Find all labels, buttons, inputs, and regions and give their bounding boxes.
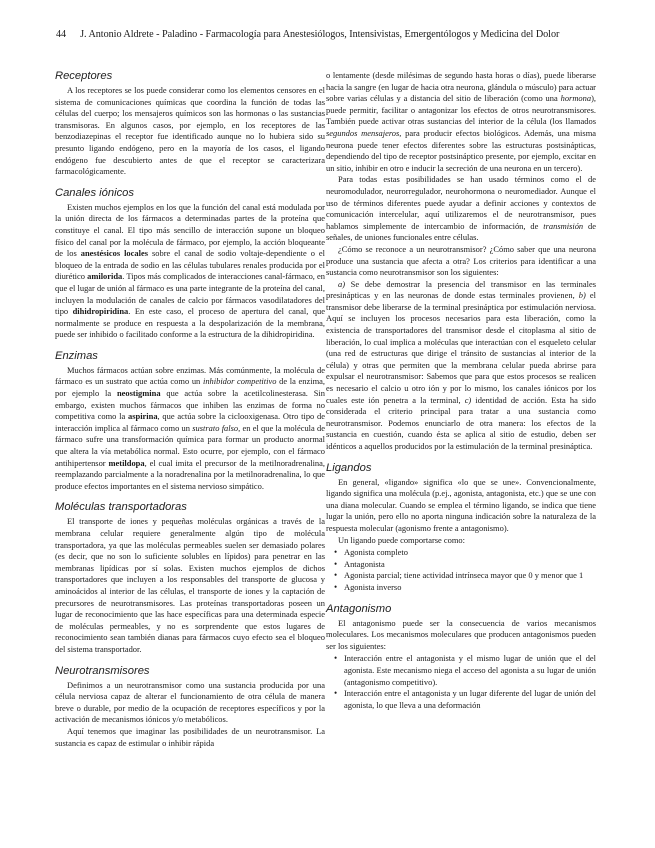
term-aspirina: aspirina — [128, 411, 158, 422]
paragraph: a) Se debe demostrar la presencia del transmisor en las terminales presinápticas y en las neuronas de donde estas terminales provienen, b) el transmisor debe liberarse de la terminal presináptica por estimulación nerviosa. Aquí se incluyen los procesos necesarios para esta liberación, como la existencia de transportadores del transmisor desde el citoplasma al sitio de liberación, lo cual implica a moléculas que interactúan con el esqueleto celular (una red de estructuras que dirige el tránsito de sustancias al interior de la célula) y otras que permiten que la membrana celular pueda abrirse para expulsar el neurotransmisor: Sabemos que para que estos procesos se realicen es necesario el calcio u otro ión y por lo mismo, los canales iónicos por los cuales este ión penetra a la terminal, c) identidad de acción. Esta ha sido considerada el criterio principal para tratar a una sustancia como neurotransmisor. Podemos enunciarlo de otra manera: los efectos de la sustancia en cuestión, cuando ésta se aplica al sitio de estudio, deben ser idénticos a aquellos producidos por la estimulación de la terminal presináptica. — [326, 278, 596, 451]
heading-canales-ionicos: Canales iónicos — [55, 186, 134, 199]
term-sustrato-falso: sustrato falso — [192, 422, 239, 433]
paragraph: Aquí tenemos que imaginar las posibilidades de un neurotransmisor. La sustancia es capaz de estimular o inhibir rápida — [55, 725, 325, 748]
running-header — [56, 29, 616, 40]
section-neurotransmisores-continued — [326, 70, 596, 453]
term-metildopa: metildopa — [108, 457, 145, 468]
list-item: • Agonista completo — [344, 547, 596, 559]
list-item: • Antagonista — [344, 559, 596, 571]
running-title: J. Antonio Aldrete - Paladino - Farmacología para Anestesiólogos, Intensivistas, Emergentólogos y Medicina del Dolor — [80, 29, 560, 40]
term-anestesicos-locales: anestésicos locales — [80, 248, 148, 259]
paragraph: El antagonismo puede ser la consecuencia de varios mecanismos moleculares. Los mecanismos moleculares que producen antagonismos pueden ser los siguientes: — [326, 617, 596, 651]
heading-antagonismo: Antagonismo — [326, 602, 392, 615]
list-item: • Interacción entre el antagonista y un lugar diferente del lugar de unión del agonista, lo que lleva a una deformación — [344, 688, 596, 711]
list-item: • Interacción entre el antagonista y el mismo lugar de unión que el del agonista. Este mecanismo niega el acceso del agonista a su lugar de unión (antagonismo competitivo). — [344, 653, 596, 688]
paragraph: Definimos a un neurotransmisor como una sustancia producida por una célula nerviosa capaz de alterar el funcionamiento de otra célula de manera breve o durable, por medio de la ocupación de receptores específicos y por la activación de mecanismos iónicos y/o metabólicos. — [55, 679, 325, 725]
list-item: • Agonista inverso — [344, 582, 596, 594]
term-inhibidor-competitivo: inhibidor competitivo — [202, 376, 277, 387]
section-neurotransmisores — [55, 665, 325, 750]
paragraph: El transporte de iones y pequeñas moléculas orgánicas a través de la membrana celular requiere generalmente algún tipo de molécula transportadora, ya que las moléculas permeables suelen ser demasiado polares (es decir, que no son lo suficiente solubles en lípidos) para penetrar en las membranas lipídicas por sí solas. Existen muchos ejemplos de dichos transportadores que incluyen a los responsables del transporte de glucosa y aminoácidos al interior de las células, el transporte de iones y la captación de precursores de neurotransmisores. Las proteínas transportadoras poseen un lugar de reconocimiento que las hace específicas para una determinada especie de moléculas permeables, y no es sorprendente que estos lugares de reconocimiento sean también dianas para fármacos cuyo efecto sea el bloqueo del sistema transportador. — [55, 516, 325, 654]
list-item: • Agonista parcial; tiene actividad intrínseca mayor que 0 y menor que 1 — [344, 570, 596, 582]
paragraph: Muchos fármacos actúan sobre enzimas. Más comúnmente, la molécula de fármaco es un sustrato que actúa como un inhibidor competitivo de la enzima, por ejemplo la neostigmina que actúa sobre la acetilcolinesterasa. Sin embargo, existen muchos fármacos que inhiben las enzimas de forma no competitiva como la aspirina, que actúa sobre la ciclooxigenasa. Otro tipo de interacción implica al fármaco como un sustrato falso, en el que la molécula de fármaco sufre una transformación química para formar un producto anormal que altera la vía metabólica normal. Esto ocurre, por ejemplo, con el fármaco antihipertensor metildopa, el cual imita el precursor de la metilnoradrenalina, reemplazando parcialmente a la noradrenalina por la metilnoradrenalina, lo que produce efectos importantes en el sistema nervioso simpático. — [55, 364, 325, 491]
section-receptores — [55, 70, 325, 178]
antagonism-mechanisms-list — [326, 653, 596, 711]
term-neostigmina: neostigmina — [116, 388, 161, 399]
paragraph: o lentamente (desde milésimas de segundo hasta horas o días), puede liberarse hacia la sangre (en lugar de hacia otra neurona, glándula o músculo) para actuar sobre varias células y a distancia del sitio de liberación (como una hormona), puede permitir, facilitar o antagonizar los efectos de otros neurotransmisores. También puede activar otras sustancias del interior de la célula (los llamados segundos mensajeros, para producir efectos biológicos. Además, una misma neurona puede tener efectos diferentes sobre las estructuras postsinápticas, dependiendo del tipo de receptor postsináptico presente, por ejemplo, excitar en un sitio, inhibir en otro e inducir la secreción de una neurona en un tercero). — [326, 70, 596, 173]
term-dihidropiridina: dihidropiridina — [72, 306, 129, 317]
ligand-types-list — [326, 547, 596, 593]
heading-enzimas: Enzimas — [55, 349, 98, 362]
paragraph: Existen muchos ejemplos en los que la función del canal está modulada por la unión directa de los fármacos a determinadas partes de la proteína que constituye el canal. El tipo más sencillo de interacción supone un bloqueo físico del canal por la molécula de fármaco, por ejemplo, la acción bloqueante de los anestésicos locales sobre el canal de sodio voltaje-dependiente o el bloqueo de la entrada de sodio en las células tubulares renales producida por el diurético amilorida. Tipos más complicados de interacciones canal-fármaco, en que el lugar de unión al fármaco es una parte integrante de la proteína del canal, incluyen la modulación de canales de calcio por fármacos vasodilatadores del tipo dihidropiridina. En este caso, el proceso de apertura del canal, que normalmente se produce en respuesta a la despolarización de la membrana, puede ser inhibido o facilitado conforme a la estructura de la dihidropiridina. — [55, 201, 325, 340]
term-amilorida: amilorida — [87, 271, 123, 282]
paragraph: Un ligando puede comportarse como: — [338, 534, 465, 545]
right-column — [326, 70, 596, 720]
section-ligandos — [326, 462, 596, 594]
page-number: 44 — [56, 29, 67, 40]
heading-receptores: Receptores — [55, 70, 113, 82]
section-antagonismo — [326, 603, 596, 712]
heading-neurotransmisores: Neurotransmisores — [55, 664, 150, 677]
paragraph: En general, «ligando» significa «lo que se une». Convencionalmente, ligando significa una molécula (p.ej., agonista, antagonista, etc.) que se une con una diana molecular. Cuando se emplea el término ligando, se indica que tiene lugar la unión, pero ello no aporta ninguna indicación sobre la naturaleza de la respuesta molecular (agonismo frente a antagonismo). — [326, 476, 596, 533]
section-canales-ionicos — [55, 187, 325, 341]
section-enzimas — [55, 350, 325, 493]
left-column — [55, 70, 325, 758]
heading-moleculas-transportadoras: Moléculas transportadoras — [55, 501, 187, 514]
section-moleculas-transportadoras — [55, 501, 325, 655]
paragraph: ¿Cómo se reconoce a un neurotransmisor? ¿Cómo saber que una neurona produce una sustancia que afecta a otra? Los criterios para identificar a una sustancia como neurotransmisor son los siguientes: — [326, 243, 596, 278]
paragraph: Para todas estas posibilidades se han usado términos como el de neuromodulador, neurorregulador, neurohormona o neuromediador. Aunque el uso de términos diferentes puede ayudar a definir acciones y contextos de comunicación intercelular, aquí utilizaremos el de neurotransmisor, pues hablamos simplemente de intercambio de información, de transmisión de señales, de uniones funcionales entre células. — [326, 174, 597, 243]
paragraph: A los receptores se los puede considerar como los elementos censores en el sistema de comunicaciones químicas que coordina la función de todas las células del cuerpo; los mensajeros químicos son las hormonas o las sustancias transmisoras. En algunos casos, por ejemplo, en los receptores de las benzodiazepinas el receptor fue identificado aunque no lo hubiera sido su presunto ligando endógeno, pero en la mayoría de los casos, el ligando endógeno fue descubierto antes de que el receptor se caracterizara farmacológicamente. — [55, 85, 325, 177]
heading-ligandos: Ligandos — [326, 461, 372, 474]
